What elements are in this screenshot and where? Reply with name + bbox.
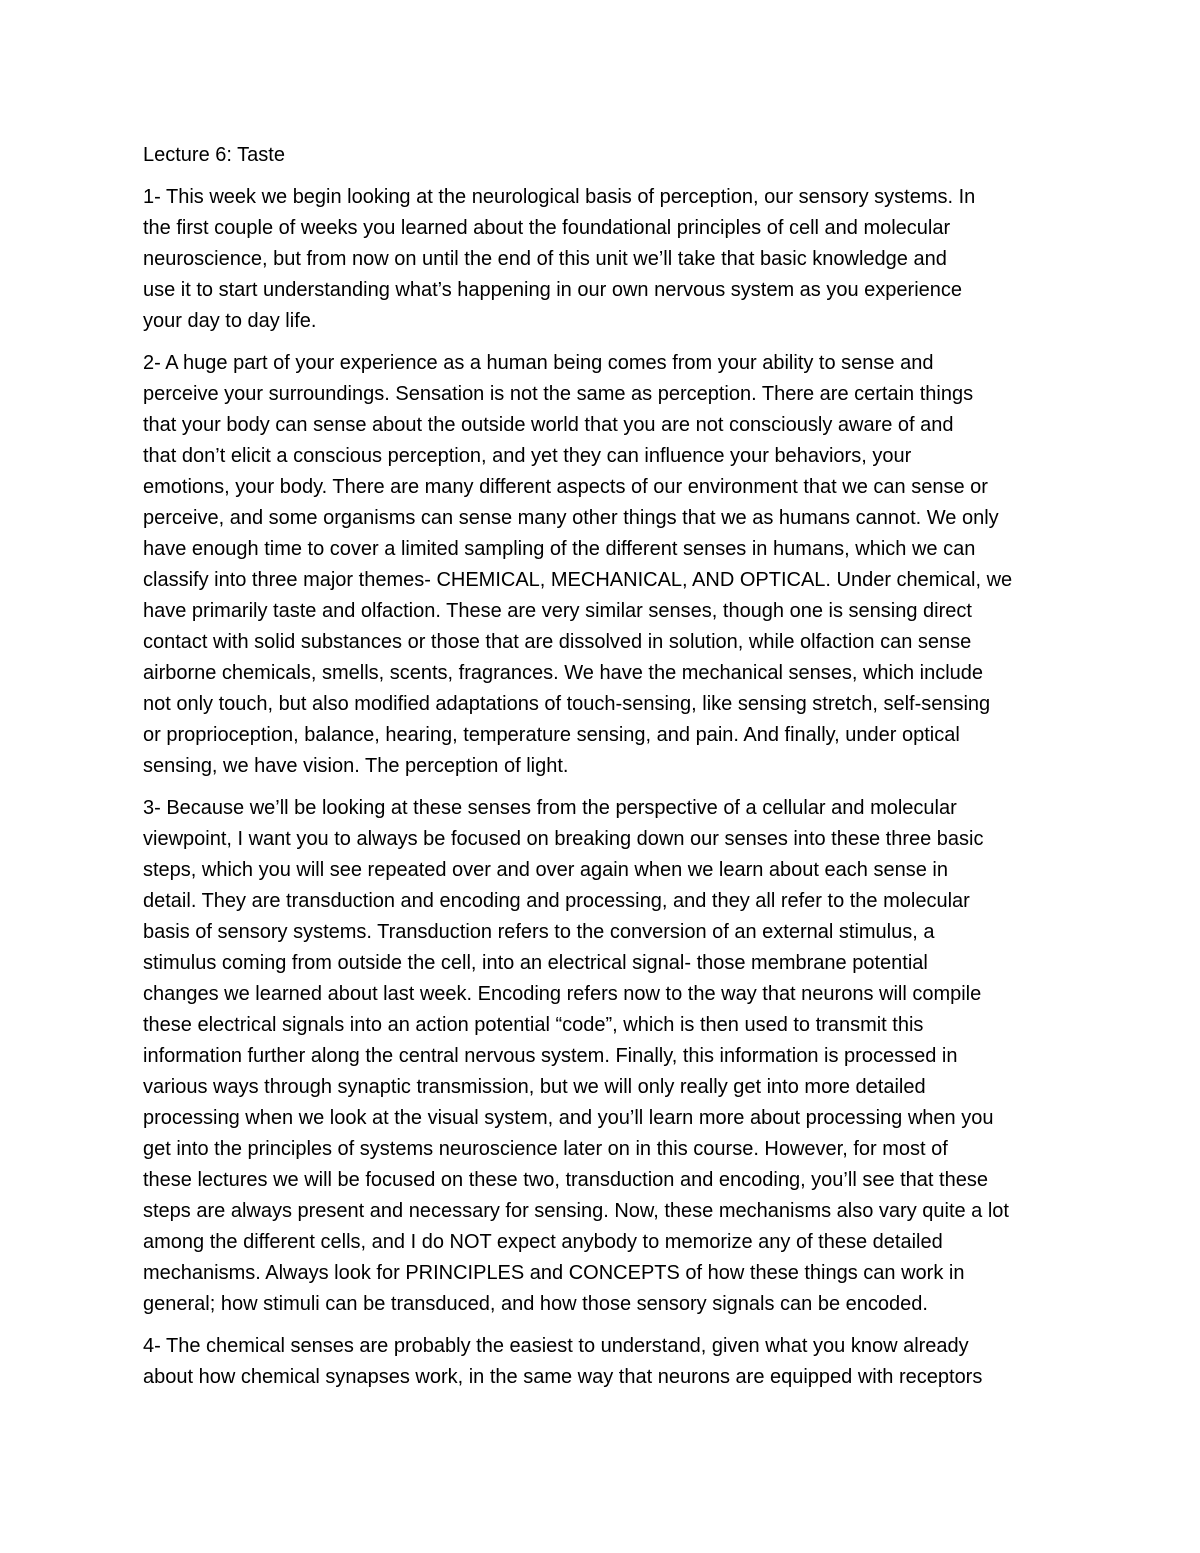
text-line: about how chemical synapses work, in the same way that neurons are equipped with receptors xyxy=(143,1366,983,1388)
text-line: emotions, your body. There are many different aspects of our environment that we can sense or xyxy=(143,476,988,498)
text-line: have enough time to cover a limited sampling of the different senses in humans, which we can xyxy=(143,538,976,560)
text-line: general; how stimuli can be transduced, and how those sensory signals can be encoded. xyxy=(143,1293,928,1315)
text-line: neuroscience, but from now on until the end of this unit we’ll take that basic knowledge and xyxy=(143,248,947,270)
text-line: changes we learned about last week. Encoding refers now to the way that neurons will compile xyxy=(143,983,982,1005)
paragraph-4 xyxy=(143,1331,1063,1393)
paragraph-1 xyxy=(143,182,1063,337)
paragraph-2 xyxy=(143,348,1063,782)
text-line: classify into three major themes- CHEMICAL, MECHANICAL, AND OPTICAL. Under chemical, we xyxy=(143,569,1013,591)
text-line: detail. They are transduction and encoding and processing, and they all refer to the molecular xyxy=(143,890,970,912)
text-line: 4- The chemical senses are probably the easiest to understand, given what you know already xyxy=(143,1335,969,1357)
text-line: perceive your surroundings. Sensation is not the same as perception. There are certain things xyxy=(143,383,974,405)
text-line: information further along the central nervous system. Finally, this information is processed in xyxy=(143,1045,958,1067)
text-line: among the different cells, and I do NOT expect anybody to memorize any of these detailed xyxy=(143,1231,943,1253)
text-line: use it to start understanding what’s happening in our own nervous system as you experience xyxy=(143,279,963,301)
text-line: 3- Because we’ll be looking at these senses from the perspective of a cellular and molecular xyxy=(143,797,957,819)
document-title: Lecture 6: Taste xyxy=(143,144,285,166)
text-line: viewpoint, I want you to always be focused on breaking down our senses into these three basic xyxy=(143,828,984,850)
text-line: get into the principles of systems neuroscience later on in this course. However, for most of xyxy=(143,1138,948,1160)
text-line: basis of sensory systems. Transduction refers to the conversion of an external stimulus, a xyxy=(143,921,935,943)
paragraph-3 xyxy=(143,793,1063,1320)
text-line: steps are always present and necessary for sensing. Now, these mechanisms also vary quite a lot xyxy=(143,1200,1009,1222)
text-line: your day to day life. xyxy=(143,310,317,332)
text-line: or proprioception, balance, hearing, temperature sensing, and pain. And finally, under optical xyxy=(143,724,960,746)
text-line: that your body can sense about the outside world that you are not consciously aware of and xyxy=(143,414,954,436)
text-line: perceive, and some organisms can sense many other things that we as humans cannot. We only xyxy=(143,507,999,529)
text-line: 2- A huge part of your experience as a human being comes from your ability to sense and xyxy=(143,352,934,374)
text-line: these lectures we will be focused on these two, transduction and encoding, you’ll see that these xyxy=(143,1169,988,1191)
document-body xyxy=(143,140,1063,1404)
text-line: processing when we look at the visual system, and you’ll learn more about processing when you xyxy=(143,1107,994,1129)
text-line: contact with solid substances or those that are dissolved in solution, while olfaction can sense xyxy=(143,631,972,653)
text-line: that don’t elicit a conscious perception, and yet they can influence your behaviors, your xyxy=(143,445,912,467)
text-line: stimulus coming from outside the cell, into an electrical signal- those membrane potential xyxy=(143,952,928,974)
text-line: not only touch, but also modified adaptations of touch-sensing, like sensing stretch, self-sensing xyxy=(143,693,991,715)
text-line: these electrical signals into an action potential “code”, which is then used to transmit this xyxy=(143,1014,924,1036)
text-line: the first couple of weeks you learned about the foundational principles of cell and molecular xyxy=(143,217,951,239)
text-line: mechanisms. Always look for PRINCIPLES and CONCEPTS of how these things can work in xyxy=(143,1262,965,1284)
text-line: have primarily taste and olfaction. These are very similar senses, though one is sensing direct xyxy=(143,600,972,622)
text-line: various ways through synaptic transmission, but we will only really get into more detailed xyxy=(143,1076,926,1098)
text-line: 1- This week we begin looking at the neurological basis of perception, our sensory systems. In xyxy=(143,186,976,208)
text-line: airborne chemicals, smells, scents, fragrances. We have the mechanical senses, which include xyxy=(143,662,984,684)
text-line: sensing, we have vision. The perception of light. xyxy=(143,755,569,777)
text-line: steps, which you will see repeated over and over again when we learn about each sense in xyxy=(143,859,948,881)
